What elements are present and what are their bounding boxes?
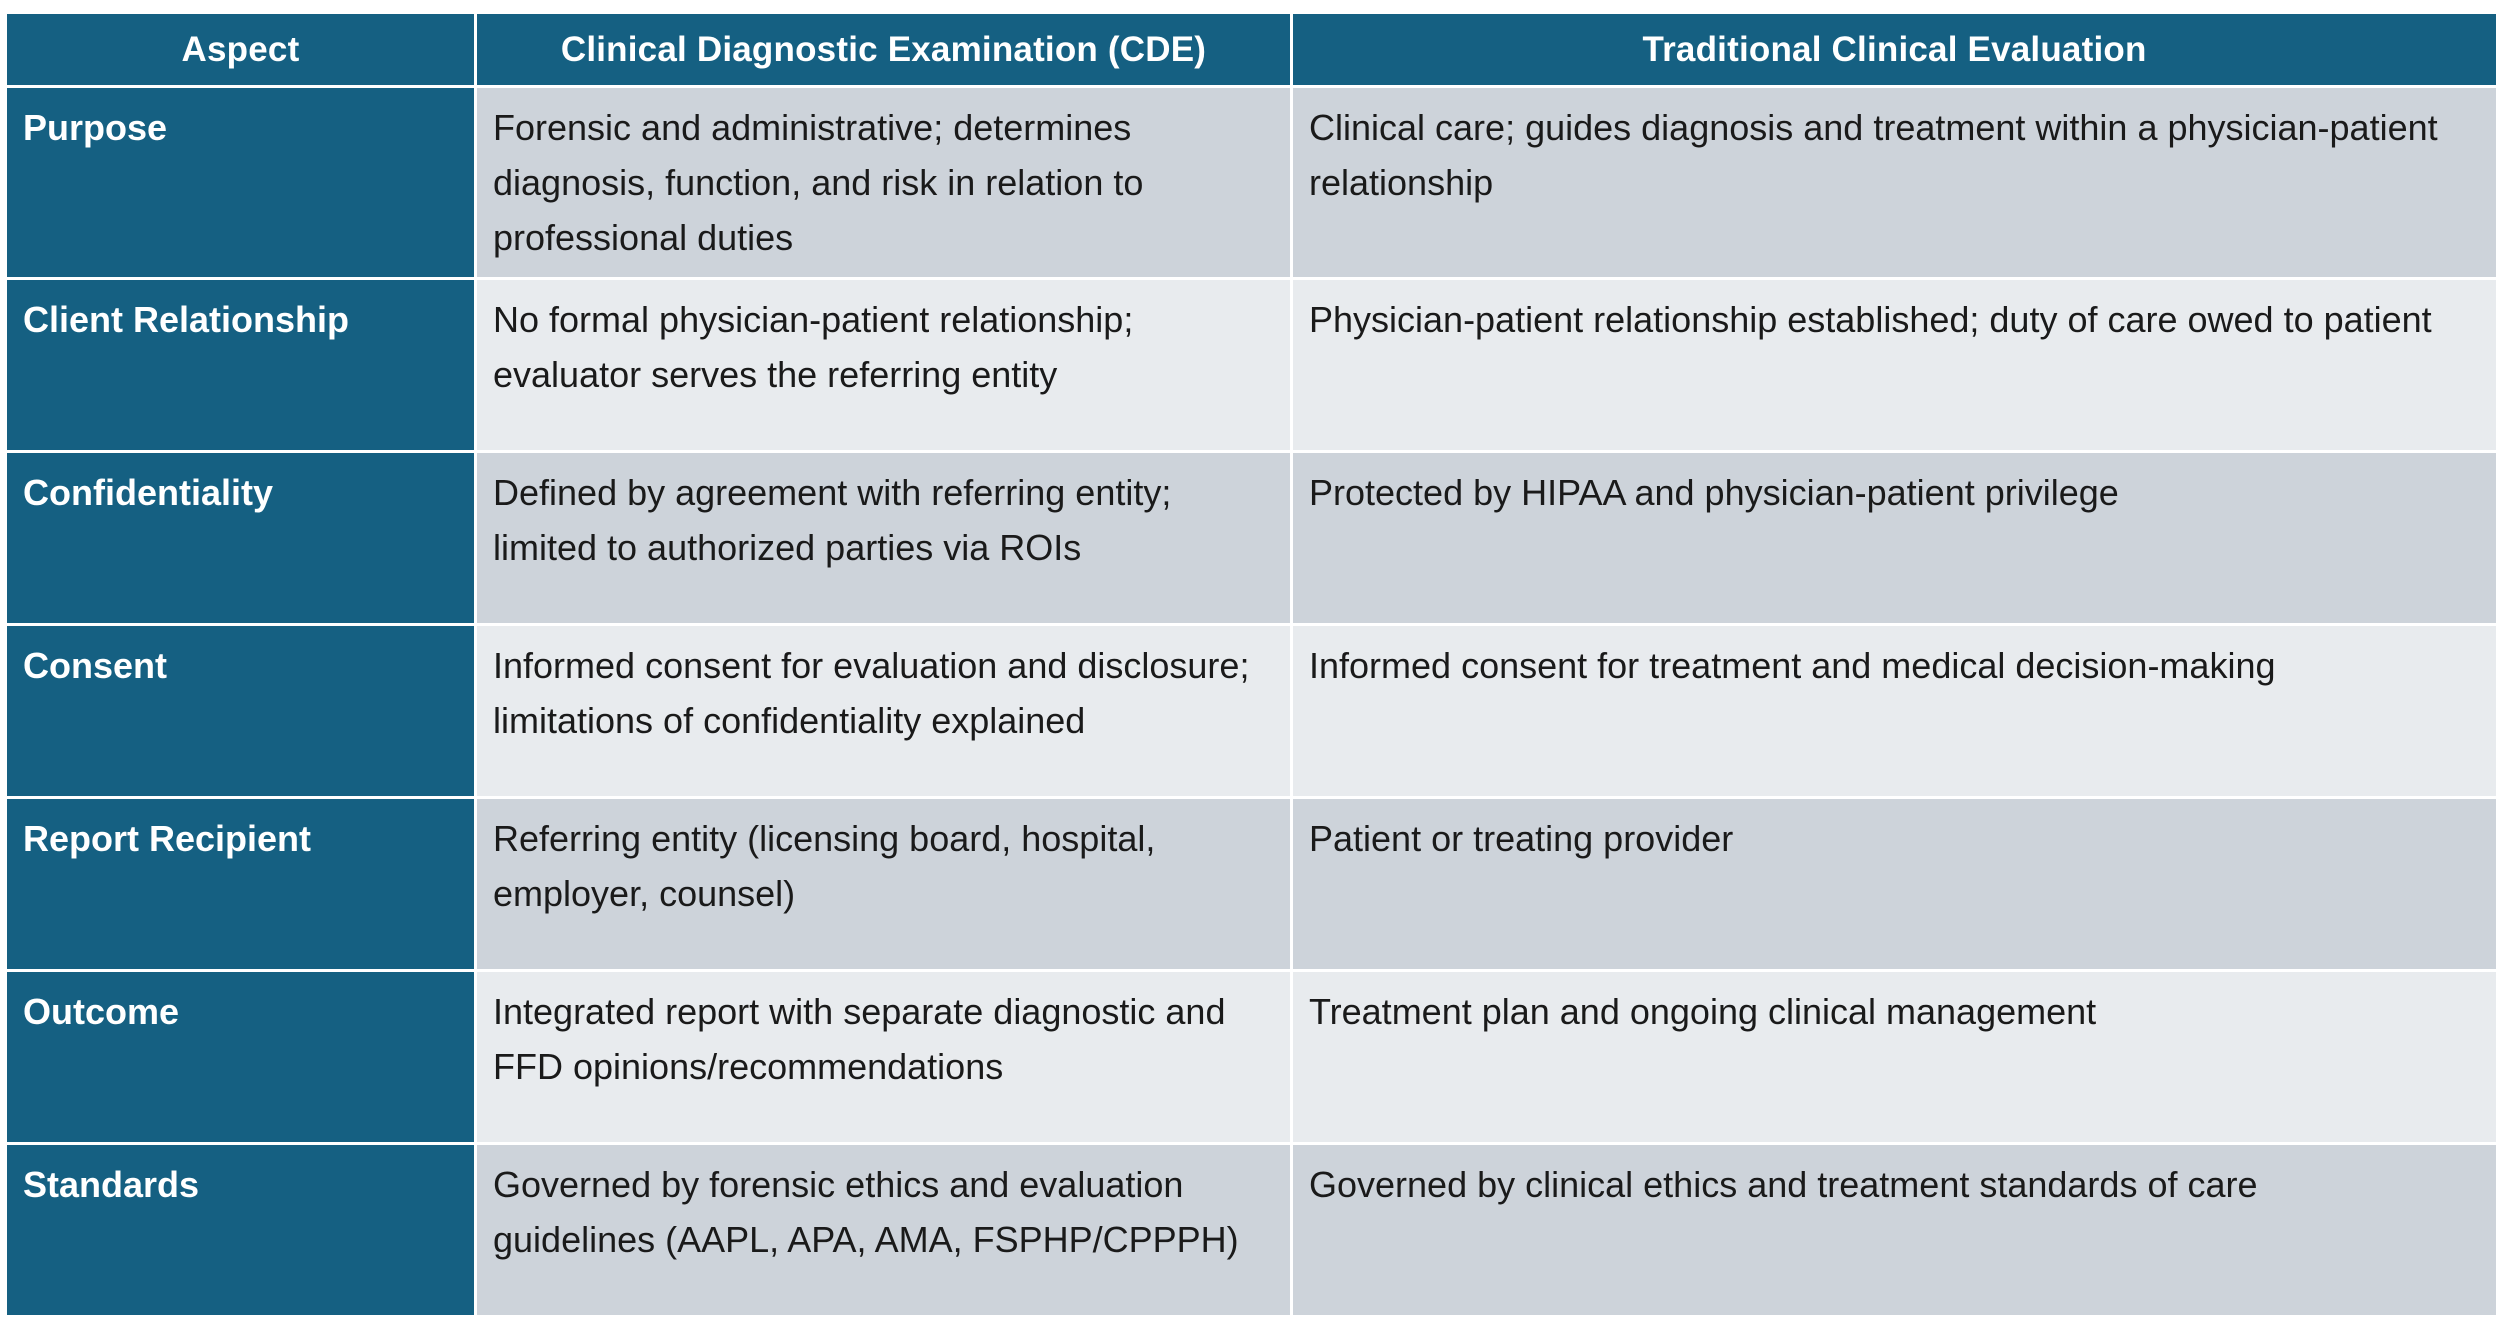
- table-row-client-relationship: [6, 279, 2498, 452]
- traditional-cell: Informed consent for treatment and medical decision-making: [1292, 625, 2498, 798]
- cde-cell: Defined by agreement with referring entity; limited to authorized parties via ROIs: [476, 452, 1292, 625]
- cde-cell: Informed consent for evaluation and disclosure; limitations of confidentiality explained: [476, 625, 1292, 798]
- cde-cell: Governed by forensic ethics and evaluation guidelines (AAPL, APA, AMA, FSPHP/CPPPH): [476, 1144, 1292, 1317]
- table-row-confidentiality: [6, 452, 2498, 625]
- aspect-cell: Client Relationship: [6, 279, 476, 452]
- aspect-cell: Purpose: [6, 87, 476, 279]
- traditional-cell: Patient or treating provider: [1292, 798, 2498, 971]
- traditional-cell: Treatment plan and ongoing clinical management: [1292, 971, 2498, 1144]
- traditional-cell: Physician-patient relationship established; duty of care owed to patient: [1292, 279, 2498, 452]
- aspect-cell: Confidentiality: [6, 452, 476, 625]
- table-row-outcome: [6, 971, 2498, 1144]
- table-row-standards: [6, 1144, 2498, 1317]
- cde-cell: No formal physician-patient relationship; evaluator serves the referring entity: [476, 279, 1292, 452]
- aspect-cell: Consent: [6, 625, 476, 798]
- aspect-cell: Outcome: [6, 971, 476, 1144]
- aspect-cell: Report Recipient: [6, 798, 476, 971]
- traditional-cell: Protected by HIPAA and physician-patient privilege: [1292, 452, 2498, 625]
- comparison-table-container: [4, 11, 2496, 1296]
- aspect-cell: Standards: [6, 1144, 476, 1317]
- table-row-report-recipient: [6, 798, 2498, 971]
- traditional-cell: Clinical care; guides diagnosis and treatment within a physician-patient relationship: [1292, 87, 2498, 279]
- table-header-row: [6, 13, 2498, 87]
- header-traditional: Traditional Clinical Evaluation: [1292, 13, 2498, 87]
- table-row-purpose: [6, 87, 2498, 279]
- cde-cell: Integrated report with separate diagnostic and FFD opinions/recommendations: [476, 971, 1292, 1144]
- cde-cell: Referring entity (licensing board, hospital, employer, counsel): [476, 798, 1292, 971]
- table-row-consent: [6, 625, 2498, 798]
- cde-cell: Forensic and administrative; determines diagnosis, function, and risk in relation to professional duties: [476, 87, 1292, 279]
- comparison-table: [4, 11, 2499, 1318]
- traditional-cell: Governed by clinical ethics and treatment standards of care: [1292, 1144, 2498, 1317]
- header-cde: Clinical Diagnostic Examination (CDE): [476, 13, 1292, 87]
- header-aspect: Aspect: [6, 13, 476, 87]
